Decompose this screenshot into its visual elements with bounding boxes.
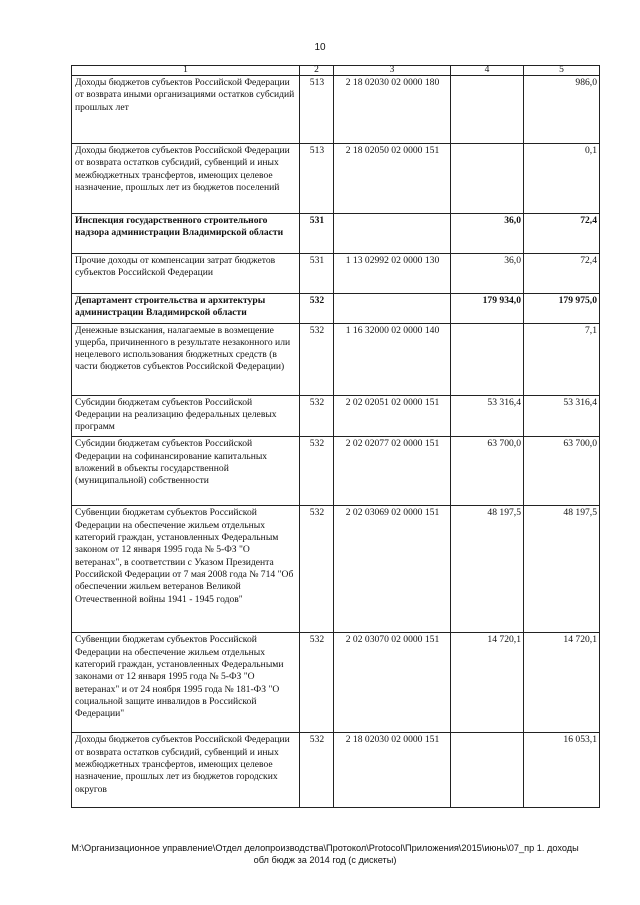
amount-col5-cell: 0,1 (524, 144, 600, 214)
budget-code-cell: 1 16 32000 02 0000 140 (334, 323, 451, 395)
revenue-name-cell: Доходы бюджетов субъектов Российской Федерации от возврата остатков субсидий, субвенций и иных межбюджетных трансфертов, имеющих целевое назначение, прошлых лет из бюджетов городских округов (72, 733, 300, 808)
amount-col5-cell: 53 316,4 (524, 395, 600, 437)
admin-code-cell: 532 (300, 733, 334, 808)
table-row (72, 323, 600, 395)
table-row (72, 437, 600, 506)
table-row (72, 395, 600, 437)
amount-col4-cell (451, 144, 524, 214)
column-number: 5 (524, 66, 600, 76)
amount-col5-cell: 72,4 (524, 254, 600, 294)
amount-col5-cell: 63 700,0 (524, 437, 600, 506)
revenue-name-cell: Субсидии бюджетам субъектов Российской Федерации на софинансирование капитальных вложений в объекты государственной (муниципальной) собственности (72, 437, 300, 506)
amount-col5-cell: 48 197,5 (524, 506, 600, 633)
budget-code-cell: 1 13 02992 02 0000 130 (334, 254, 451, 294)
revenue-name-cell: Субвенции бюджетам субъектов Российской Федерации на обеспечение жильем отдельных категорий граждан, установленных Федеральными законами от 12 января 1995 года № 5-ФЗ "О ветеранах" и от 24 ноября 1995 года № 181-ФЗ "О социальной защите инвалидов в Российской Федерации" (72, 633, 300, 733)
budget-code-cell: 2 02 03069 02 0000 151 (334, 506, 451, 633)
amount-col4-cell: 14 720,1 (451, 633, 524, 733)
amount-col4-cell: 179 934,0 (451, 294, 524, 324)
admin-code-cell: 532 (300, 294, 334, 324)
table-section-row (72, 214, 600, 254)
budget-code-cell: 2 02 02051 02 0000 151 (334, 395, 451, 437)
budget-code-cell (334, 294, 451, 324)
amount-col4-cell: 36,0 (451, 214, 524, 254)
footer-line: M:\Организационное управление\Отдел делопроизводства\Протокол\Protocol\Приложения\2015\июнь\07_пр 1. доходы (71, 843, 579, 853)
column-number: 2 (300, 66, 334, 76)
admin-code-cell: 531 (300, 214, 334, 254)
amount-col4-cell: 63 700,0 (451, 437, 524, 506)
column-number: 1 (72, 66, 300, 76)
page-number: 10 (314, 42, 326, 53)
table-row (72, 254, 600, 294)
table-row (72, 733, 600, 808)
amount-col5-cell: 986,0 (524, 76, 600, 144)
admin-code-cell: 513 (300, 144, 334, 214)
revenue-name-cell: Субсидии бюджетам субъектов Российской Федерации на реализацию федеральных целевых программ (72, 395, 300, 437)
column-number: 4 (451, 66, 524, 76)
amount-col4-cell: 36,0 (451, 254, 524, 294)
amount-col5-cell: 72,4 (524, 214, 600, 254)
admin-code-cell: 532 (300, 633, 334, 733)
revenue-name-cell: Прочие доходы от компенсации затрат бюджетов субъектов Российской Федерации (72, 254, 300, 294)
column-number: 3 (334, 66, 451, 76)
table-section-row (72, 294, 600, 324)
file-path-footer (40, 842, 610, 866)
amount-col4-cell (451, 76, 524, 144)
revenue-name-cell: Инспекция государственного строительного надзора администрации Владимирской области (72, 214, 300, 254)
table-row (72, 76, 600, 144)
column-number-row (72, 66, 600, 76)
revenue-name-cell: Субвенции бюджетам субъектов Российской Федерации на обеспечение жильем отдельных категорий граждан, установленных Федеральным законом от 12 января 1995 года № 5-ФЗ "О ветеранах", в соответствии с Указом Президента Российской Федерации от 7 мая 2008 года № 714 "Об обеспечении жильем ветеранов Великой Отечественной войны 1941 - 1945 годов" (72, 506, 300, 633)
admin-code-cell: 532 (300, 437, 334, 506)
amount-col4-cell: 53 316,4 (451, 395, 524, 437)
amount-col5-cell: 7,1 (524, 323, 600, 395)
admin-code-cell: 532 (300, 323, 334, 395)
admin-code-cell: 532 (300, 506, 334, 633)
amount-col4-cell (451, 323, 524, 395)
budget-code-cell: 2 18 02050 02 0000 151 (334, 144, 451, 214)
revenue-table (71, 65, 600, 808)
table-row (72, 633, 600, 733)
admin-code-cell: 532 (300, 395, 334, 437)
table-row (72, 144, 600, 214)
revenue-name-cell: Денежные взыскания, налагаемые в возмещение ущерба, причиненного в результате незаконного или нецелевого использования бюджетных средств (в части бюджетов субъектов Российской Федерации) (72, 323, 300, 395)
revenue-name-cell: Доходы бюджетов субъектов Российской Федерации от возврата иными организациями остатков субсидий прошлых лет (72, 76, 300, 144)
amount-col5-cell: 14 720,1 (524, 633, 600, 733)
revenue-name-cell: Департамент строительства и архитектуры администрации Владимирской области (72, 294, 300, 324)
revenue-name-cell: Доходы бюджетов субъектов Российской Федерации от возврата остатков субсидий, субвенций и иных межбюджетных трансфертов, имеющих целевое назначение, прошлых лет из бюджетов поселений (72, 144, 300, 214)
amount-col5-cell: 16 053,1 (524, 733, 600, 808)
amount-col4-cell: 48 197,5 (451, 506, 524, 633)
budget-code-cell: 2 02 03070 02 0000 151 (334, 633, 451, 733)
footer-line: обл бюдж за 2014 год (с дискеты) (253, 855, 397, 865)
budget-code-cell: 2 02 02077 02 0000 151 (334, 437, 451, 506)
admin-code-cell: 531 (300, 254, 334, 294)
table-row (72, 506, 600, 633)
admin-code-cell: 513 (300, 76, 334, 144)
budget-code-cell: 2 18 02030 02 0000 151 (334, 733, 451, 808)
budget-code-cell: 2 18 02030 02 0000 180 (334, 76, 451, 144)
amount-col4-cell (451, 733, 524, 808)
amount-col5-cell: 179 975,0 (524, 294, 600, 324)
budget-code-cell (334, 214, 451, 254)
